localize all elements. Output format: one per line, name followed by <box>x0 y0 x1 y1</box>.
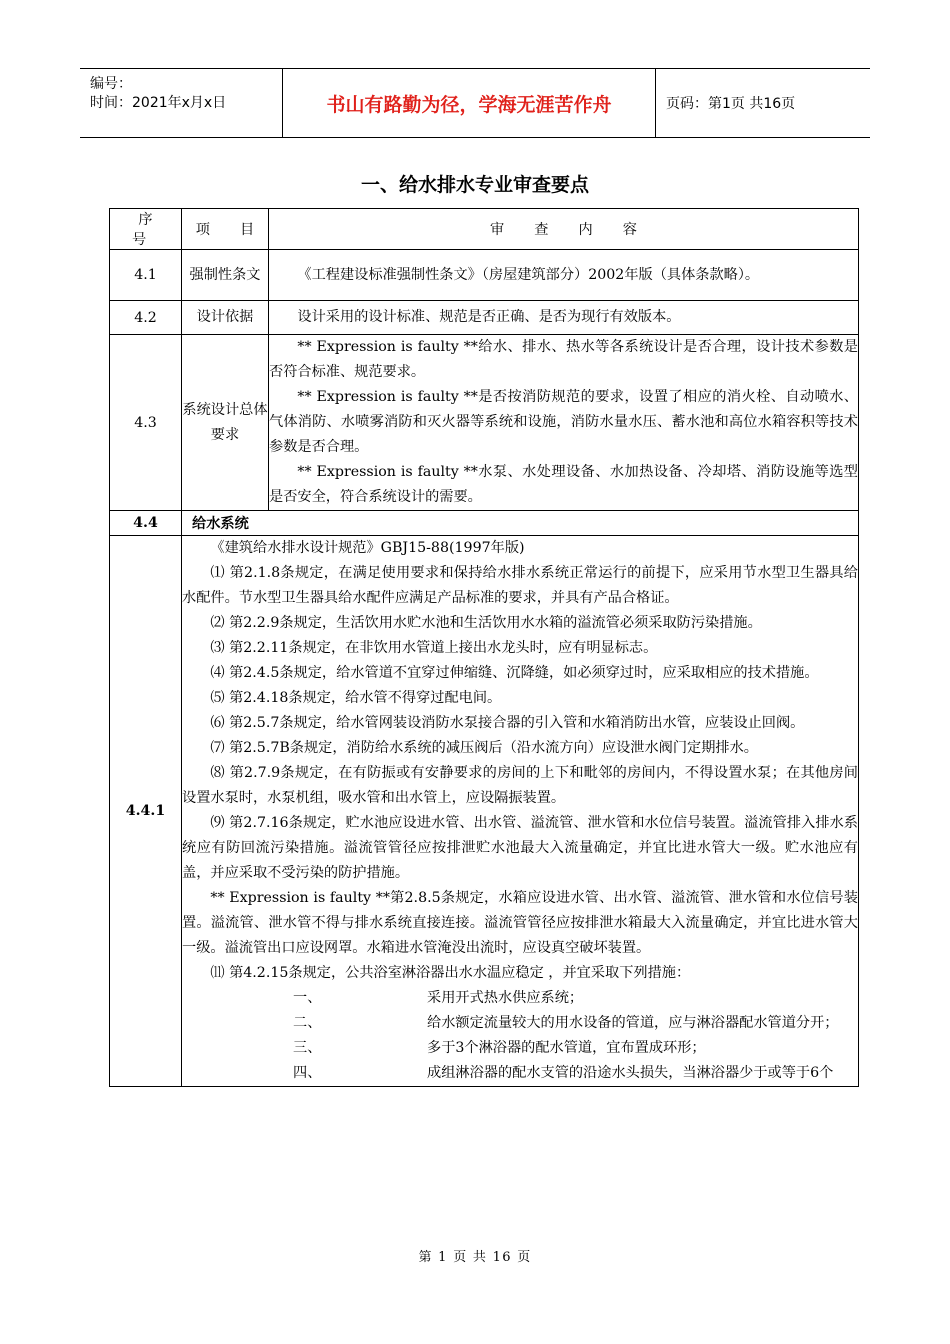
content-paragraph: 设计采用的设计标准、规范是否正确、是否为现行有效版本。 <box>297 309 681 325</box>
content-paragraph: ** Expression is faulty **水泵、水处理设备、水加热设备、冷却塔、消防设施等选型是否安全，符合系统设计的需要。 <box>269 464 858 505</box>
table-row <box>110 250 859 301</box>
row-content <box>269 335 859 511</box>
header-motto: 书山有路勤为径，学海无涯苦作舟 <box>282 69 656 137</box>
content-paragraph: ** Expression is faulty **给水、排水、热水等各系统设计是否合理，设计技术参数是否符合标准、规范要求。 <box>269 339 858 380</box>
content-paragraph: ⑹ 第2.5.7条规定，给水管网装设消防水泵接合器的引入管和水箱消防出水管，应装设止回阀。 <box>210 715 805 731</box>
content-paragraph: ⑼ 第2.7.16条规定，贮水池应设进水管、出水管、溢流管、泄水管和水位信号装置。溢流管排入排水系统应有防回流污染措施。溢流管管径应按排泄贮水池最大入流量确定，并宜比进水管大一级。贮水池应有盖，并应采取不受污染的防护措施。 <box>182 815 858 881</box>
page-footer: 第 1 页 共 16 页 <box>418 1250 532 1265</box>
row-no: 4.3 <box>110 335 182 511</box>
content-paragraph: 《建筑给水排水设计规范》GBJ15-88(1997年版) <box>210 540 525 556</box>
content-paragraph: ** Expression is faulty **第2.8.5条规定，水箱应设进水管、出水管、溢流管、泄水管和水位信号装置。溢流管、泄水管不得与排水系统直接连接。溢流管管径应按排泄水箱最大入流量确定，并宜比进水管大一级。溢流管出口应设网罩。水箱进水管淹没出流时，应设真空破坏装置。 <box>182 890 858 956</box>
list-marker: 二、 <box>293 1015 322 1031</box>
row-content <box>269 250 859 301</box>
content-paragraph: ** Expression is faulty **是否按消防规范的要求，设置了相应的消火栓、自动喷水、气体消防、水喷雾消防和灭火器等系统和设施，消防水量水压、蓄水池和高位水箱容积等技术参数是否合理。 <box>269 389 858 455</box>
code-label: 编号： <box>90 76 132 92</box>
list-item <box>182 1036 858 1061</box>
header-page-info: 页码：第1页 共16页 <box>666 96 796 112</box>
row-no: 4.4 <box>110 511 182 536</box>
content-paragraph: ⑸ 第2.4.18条规定，给水管不得穿过配电间。 <box>210 690 502 706</box>
list-text: 成组淋浴器的配水支管的沿途水头损失，当淋浴器少于或等于6个 <box>427 1065 834 1081</box>
header-item: 项 目 <box>182 209 269 250</box>
content-paragraph: ⑷ 第2.4.5条规定，给水管道不宜穿过伸缩缝、沉降缝，如必须穿过时，应采取相应的技术措施。 <box>210 665 819 681</box>
row-no: 4.2 <box>110 301 182 335</box>
list-item <box>182 986 858 1011</box>
row-content <box>269 301 859 335</box>
page-header <box>80 68 870 138</box>
content-paragraph: ⑶ 第2.2.11条规定，在非饮用水管道上接出水龙头时，应有明显标志。 <box>210 640 658 656</box>
list-marker: 四、 <box>293 1065 322 1081</box>
row-no: 4.4.1 <box>110 536 182 1087</box>
table-row <box>110 335 859 511</box>
content-paragraph: 《工程建设标准强制性条文》（房屋建筑部分）2002年版（具体条款略）。 <box>297 266 760 283</box>
time-label: 时间：2021年x月x日 <box>90 95 227 111</box>
row-content <box>182 536 859 1087</box>
list-text: 给水额定流量较大的用水设备的管道，应与淋浴器配水管道分开； <box>427 1015 839 1031</box>
table-header-row <box>110 209 859 250</box>
review-table <box>109 208 859 1087</box>
row-item: 设计依据 <box>182 301 269 335</box>
list-marker: 一、 <box>293 990 322 1006</box>
row-item: 强制性条文 <box>182 250 269 301</box>
list-text: 采用开式热水供应系统； <box>427 990 584 1006</box>
document-title: 一、给水排水专业审查要点 <box>360 174 589 196</box>
content-paragraph: ⑴ 第2.1.8条规定，在满足使用要求和保持给水排水系统正常运行的前提下，应采用节水型卫生器具给水配件。节水型卫生器具给水配件应满足产品标准的要求，并具有产品合格证。 <box>182 565 858 606</box>
list-marker: 三、 <box>293 1040 322 1056</box>
table-row <box>110 536 859 1087</box>
header-content: 审 查 内 容 <box>269 209 859 250</box>
list-text: 多于3个淋浴器的配水管道，宜布置成环形； <box>427 1040 706 1056</box>
row-item: 系统设计总体要求 <box>182 335 269 511</box>
content-paragraph: ⑾ 第4.2.15条规定，公共浴室淋浴器出水水温应稳定 ，并宜采取下列措施： <box>210 965 691 981</box>
content-paragraph: ⑻ 第2.7.9条规定，在有防振或有安静要求的房间的上下和毗邻的房间内，不得设置水泵；在其他房间设置水泵时，水泵机组，吸水管和出水管上，应设隔振装置。 <box>182 765 858 806</box>
row-no: 4.1 <box>110 250 182 301</box>
content-paragraph: ⑺ 第2.5.7B条规定，消防给水系统的减压阀后（沿水流方向）应设泄水阀门定期排水。 <box>210 740 758 756</box>
table-row <box>110 511 859 536</box>
list-item <box>182 1011 858 1036</box>
section-heading: 给水系统 <box>182 511 859 536</box>
table-row <box>110 301 859 335</box>
header-meta <box>80 69 282 137</box>
header-no: 序 号 <box>110 209 182 250</box>
list-item <box>182 1061 858 1086</box>
content-paragraph: ⑵ 第2.2.9条规定，生活饮用水贮水池和生活饮用水水箱的溢流管必须采取防污染措施。 <box>210 615 762 631</box>
